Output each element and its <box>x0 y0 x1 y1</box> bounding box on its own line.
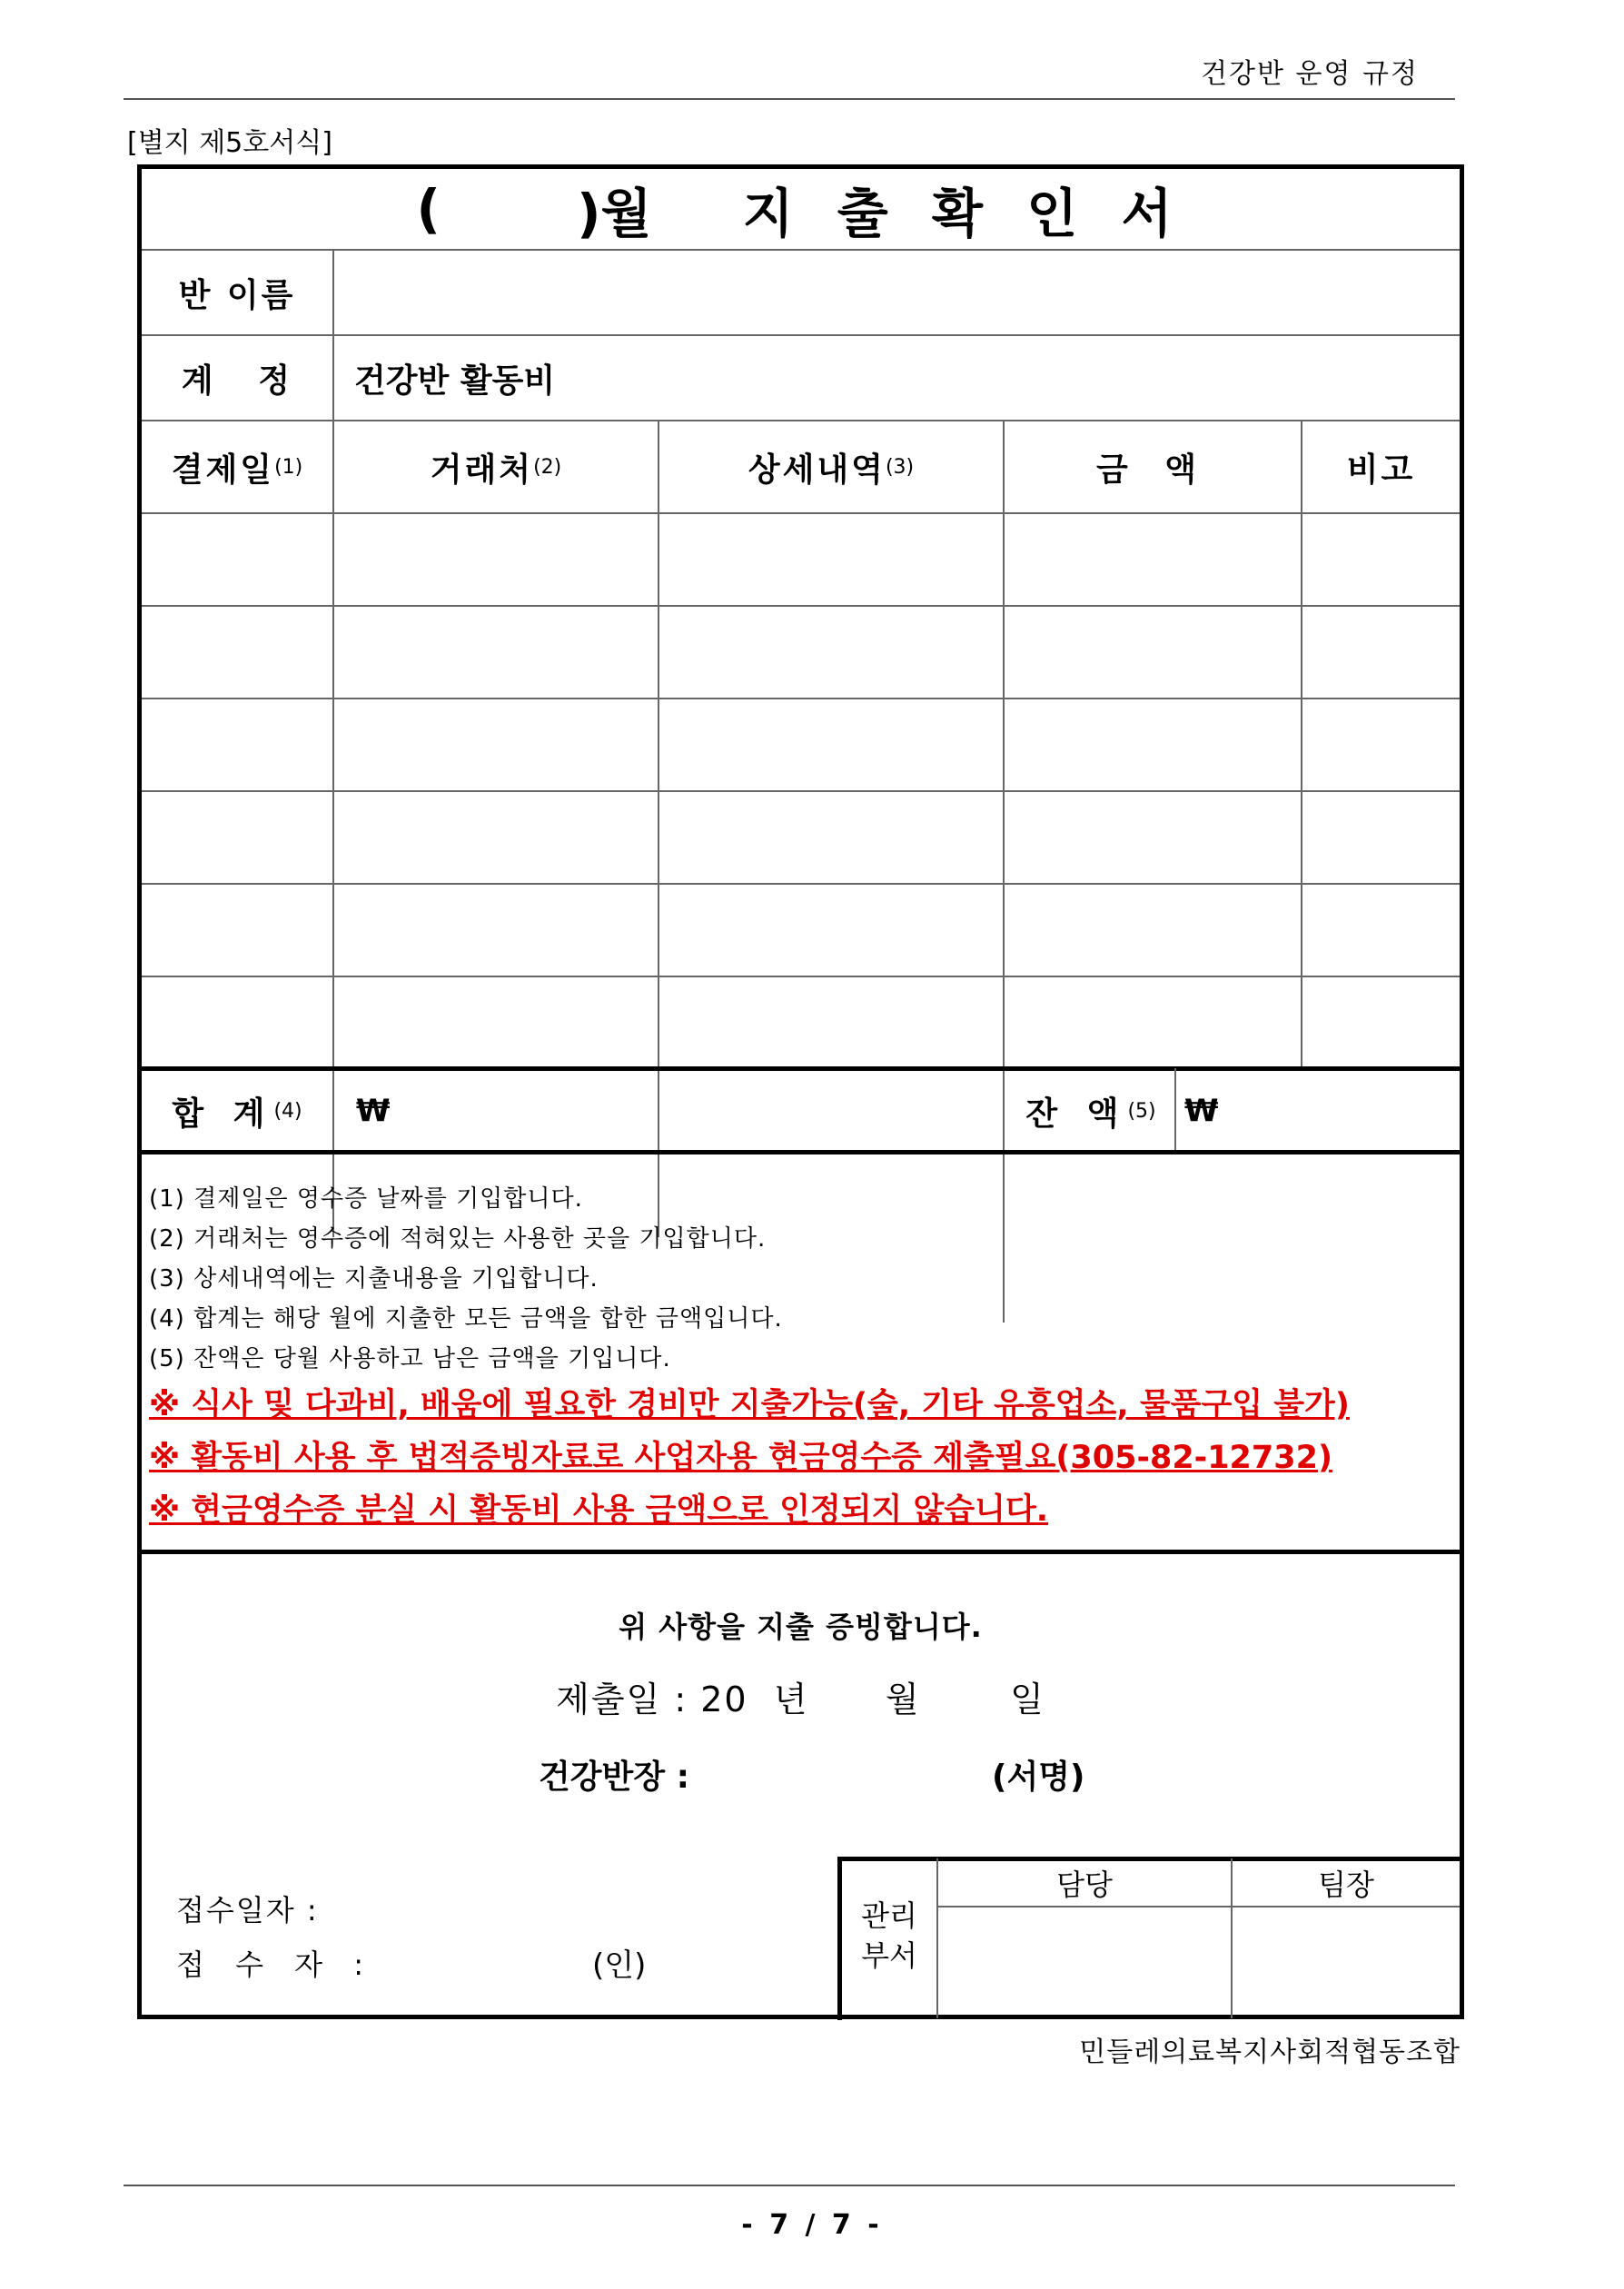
won-sign: ₩ <box>1184 1093 1219 1129</box>
table-row[interactable] <box>142 514 1460 605</box>
total-label <box>142 1071 332 1151</box>
won-sign: ₩ <box>356 1093 391 1129</box>
staff-approval-field[interactable] <box>938 1908 1231 2016</box>
warning-line: ※ 식사 및 다과비, 배움에 필요한 경비만 지출가능(술, 기타 유흥업소, 물품구입 불가) <box>149 1387 1350 1423</box>
account-value: 건강반 활동비 <box>354 362 556 400</box>
column-header-label: 비고 <box>1346 451 1416 489</box>
title-month: )월 <box>577 183 652 244</box>
note-marker: (2) <box>533 455 562 479</box>
managing-department-label <box>842 1886 936 1986</box>
column-header-label: 상세내역 <box>748 451 886 489</box>
note-marker: (1) <box>274 455 303 479</box>
note-marker: (5) <box>1127 1099 1156 1123</box>
total-amount-field[interactable] <box>356 1071 992 1151</box>
receiver-label: 접 수 자 : <box>176 1947 375 1982</box>
form-title <box>142 169 1460 249</box>
note-line: (2) 거래처는 영수증에 적혀있는 사용한 곳을 기입합니다. <box>149 1225 767 1253</box>
title-open-paren: ( <box>416 178 441 240</box>
total-label-text: 합 계 <box>172 1095 274 1133</box>
column-header-remarks <box>1302 421 1460 512</box>
notes-section <box>149 1179 1457 1537</box>
column-header-details <box>659 421 1003 512</box>
page-number: - 7 / 7 - <box>741 2209 883 2241</box>
note-marker: (4) <box>273 1099 302 1123</box>
table-row[interactable] <box>142 977 1460 1068</box>
team-lead-approval-field[interactable] <box>1233 1908 1460 2016</box>
table-row[interactable] <box>142 792 1460 883</box>
note-line: (4) 합계는 해당 월에 지출한 모든 금액을 합한 금액입니다. <box>149 1305 783 1333</box>
column-header-label: 거래처 <box>430 451 534 489</box>
footer-rule <box>124 2185 1455 2186</box>
approval-col-staff: 담당 <box>1056 1868 1113 1902</box>
form-label: [별지 제5호서식] <box>127 127 332 159</box>
balance-amount-field[interactable] <box>1184 1071 1448 1151</box>
reception-date-label: 접수일자 : <box>176 1893 319 1927</box>
title-text: 지 출 확 인 서 <box>742 183 1185 244</box>
confirmation-statement: 위 사항을 지출 증빙합니다. <box>619 1610 983 1644</box>
class-name-field[interactable] <box>352 251 1451 334</box>
table-row[interactable] <box>142 607 1460 698</box>
note-line: (1) 결제일은 영수증 날짜를 기입합니다. <box>149 1185 583 1213</box>
header-rule <box>124 98 1455 100</box>
dept-line: 부서 <box>861 1938 917 1973</box>
column-header-amount <box>1005 421 1301 512</box>
column-header-vendor <box>334 421 658 512</box>
balance-label <box>1005 1071 1177 1151</box>
note-line: (5) 잔액은 당월 사용하고 남은 금액을 기입니다. <box>149 1345 671 1372</box>
expense-confirmation-form <box>137 164 1464 2019</box>
account-label: 계 정 <box>181 362 293 400</box>
note-marker: (3) <box>885 455 915 479</box>
table-row[interactable] <box>142 885 1460 976</box>
table-row[interactable] <box>142 699 1460 790</box>
warning-line: ※ 현금영수증 분실 시 활동비 사용 금액으로 인정되지 않습니다. <box>149 1492 1049 1529</box>
approval-col-team-lead: 팀장 <box>1318 1868 1374 1902</box>
column-header-label: 결제일 <box>171 451 275 489</box>
warning-line: ※ 활동비 사용 후 법적증빙자료로 사업자용 현금영수증 제출필요(305-82-12732) <box>149 1440 1332 1476</box>
submit-date[interactable]: 제출일 : 20 년 월 일 <box>556 1680 1045 1719</box>
signature-label[interactable]: (서명) <box>992 1759 1085 1796</box>
organization-name: 민들레의료복지사회적협동조합 <box>1079 2036 1461 2068</box>
column-header-payment-date <box>142 421 332 512</box>
class-name-label: 반 이름 <box>178 276 296 314</box>
balance-label-text: 잔 액 <box>1025 1095 1128 1133</box>
seal-label[interactable]: (인) <box>592 1947 647 1984</box>
document-header-title: 건강반 운영 규정 <box>1201 58 1419 90</box>
column-header-label: 금 액 <box>1095 451 1210 489</box>
dept-line: 관리 <box>861 1898 917 1933</box>
leader-label: 건강반장 : <box>539 1759 690 1796</box>
note-line: (3) 상세내역에는 지출내용을 기입합니다. <box>149 1265 599 1293</box>
